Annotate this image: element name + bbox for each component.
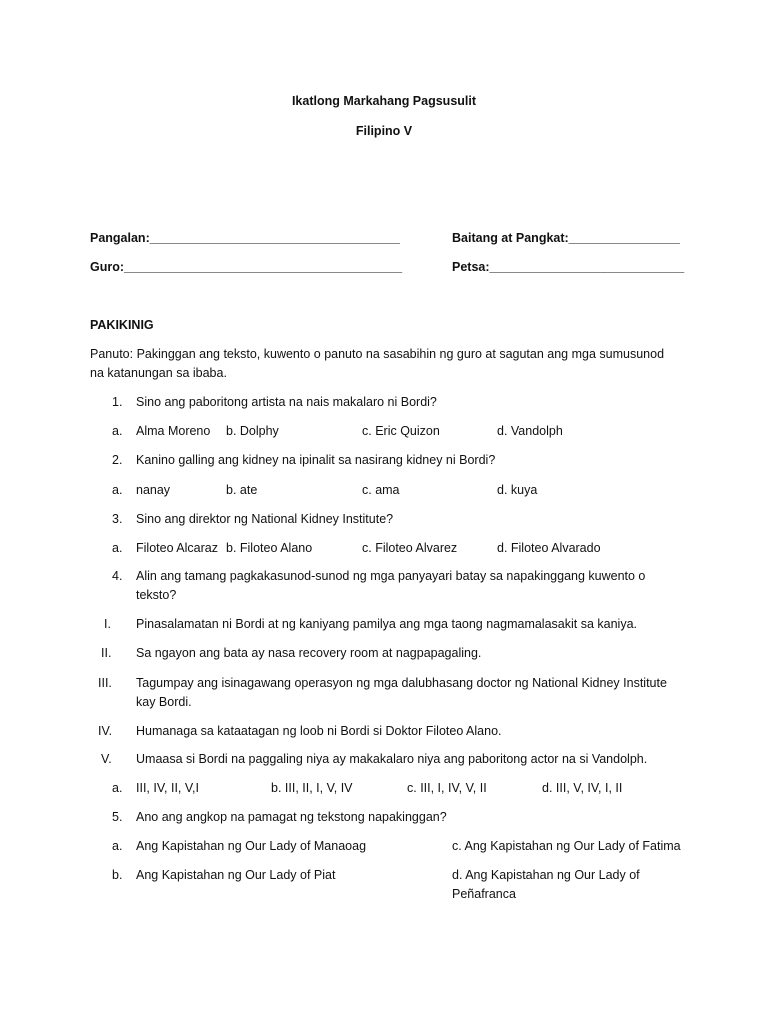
event-number: IV. (98, 724, 113, 738)
question-text: Ano ang angkop na pamagat ng tekstong napakinggan? (136, 810, 447, 824)
choice-marker: a. (112, 483, 123, 497)
choice-d: d. Ang Kapistahan ng Our Lady of Peñafranca (452, 868, 640, 901)
event-text: Humanaga sa kataatagan ng loob ni Bordi si Doktor Filoteo Alano. (136, 724, 502, 738)
choice-a: Ang Kapistahan ng Our Lady of Manaoag (136, 839, 367, 853)
choice-b: b. III, II, I, V, IV (271, 781, 353, 795)
question-number: 3. (112, 512, 123, 526)
grade-section-field: Baitang at Pangkat:________________ (452, 231, 680, 245)
question-text: Sino ang direktor ng National Kidney Institute? (136, 512, 394, 526)
name-field: Pangalan:____________________________________ (90, 231, 401, 245)
section-title: PAKIKINIG (90, 318, 154, 332)
choice-a: Filoteo Alcaraz (136, 541, 218, 555)
choice-c: c. III, I, IV, V, II (407, 781, 487, 795)
choice-d: d. Vandolph (497, 424, 563, 438)
choice-c: c. Filoteo Alvarez (362, 541, 458, 555)
choice-b: b. Dolphy (226, 424, 279, 438)
choice-marker: a. (112, 541, 123, 555)
instructions: Panuto: Pakinggan ang teksto, kuwento o panuto na sasabihin ng guro at sagutan ang mga sumusunod na katanungan sa ibaba. (90, 347, 665, 380)
choice-c: c. ama (362, 483, 400, 497)
choice-marker: a. (112, 839, 123, 853)
event-text: Sa ngayon ang bata ay nasa recovery room at nagpapagaling. (136, 646, 482, 660)
choice-d: d. Filoteo Alvarado (497, 541, 601, 555)
choice-marker: a. (112, 424, 123, 438)
event-text: Umaasa si Bordi na paggaling niya ay makakalaro niya ang paboritong actor na si Vandolph. (136, 752, 648, 766)
choice-marker: b. (112, 868, 123, 882)
question-number: 1. (112, 395, 123, 409)
question-text: Alin ang tamang pagkakasunod-sunod ng mga panyayari batay sa napakinggang kuwento o teksto? (136, 569, 646, 602)
question-number: 5. (112, 810, 123, 824)
choice-c: c. Eric Quizon (362, 424, 440, 438)
event-number: II. (101, 646, 112, 660)
question-text: Kanino galling ang kidney na ipinalit sa nasirang kidney ni Bordi? (136, 453, 496, 467)
date-field: Petsa:____________________________ (452, 260, 685, 274)
choice-b: b. Filoteo Alano (226, 541, 313, 555)
event-text: Tagumpay ang isinagawang operasyon ng mga dalubhasang doctor ng National Kidney Institute kay Bordi. (136, 676, 667, 709)
choice-d: d. III, V, IV, I, II (542, 781, 623, 795)
choice-a: nanay (136, 483, 171, 497)
choice-c: c. Ang Kapistahan ng Our Lady of Fatima (452, 839, 681, 853)
exam-subject: Filipino V (355, 124, 413, 138)
choice-marker: a. (112, 781, 123, 795)
question-number: 2. (112, 453, 123, 467)
event-number: I. (104, 617, 111, 631)
choice-a: III, IV, II, V,I (136, 781, 200, 795)
event-number: V. (101, 752, 112, 766)
event-number: III. (98, 676, 112, 690)
question-number: 4. (112, 569, 123, 583)
choice-d: d. kuya (497, 483, 538, 497)
choice-b: Ang Kapistahan ng Our Lady of Piat (136, 868, 336, 882)
exam-title: Ikatlong Markahang Pagsusulit (291, 94, 477, 108)
teacher-field: Guro:________________________________________ (90, 260, 403, 274)
choice-b: b. ate (226, 483, 258, 497)
event-text: Pinasalamatan ni Bordi at ng kaniyang pamilya ang mga taong nagmamalasakit sa kaniya. (136, 617, 637, 631)
choice-a: Alma Moreno (136, 424, 211, 438)
question-text: Sino ang paboritong artista na nais makalaro ni Bordi? (136, 395, 437, 409)
